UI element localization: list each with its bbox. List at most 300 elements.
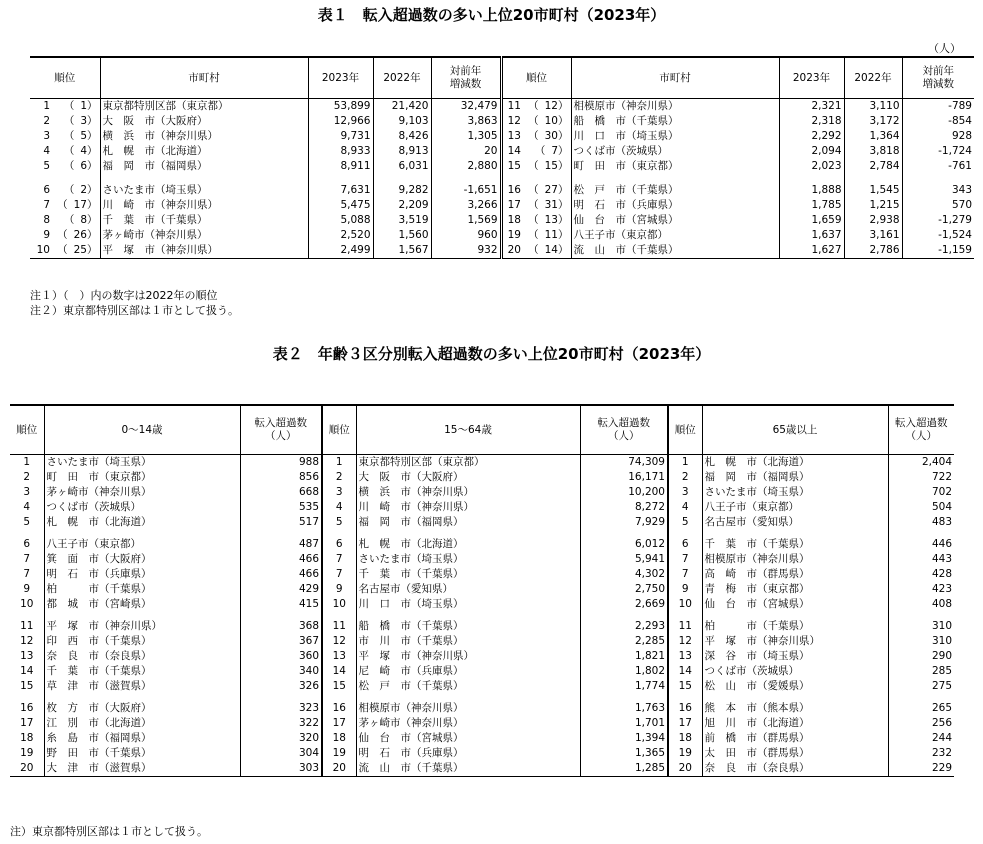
value-2022-cell: 1,560 [373,228,431,243]
diff-cell: -1,159 [902,243,974,259]
value-age-65-plus-cell: 722 [888,470,954,485]
rank-cell: 16 [668,700,702,716]
prev-rank-cell: （ 4） [63,145,98,157]
prev-rank-cell: （ 6） [63,160,98,172]
city-cell: 大 阪 市（大阪府） [100,114,308,129]
rank-cell: 13 [668,649,702,664]
prev-rank-cell: （ 26） [57,229,98,241]
value-2023-cell: 1,888 [779,181,844,198]
city-cell: 八王子市（東京都） [571,228,779,243]
rank-cell: 14 [507,145,521,157]
t1-header-city-r: 市町村 [571,57,779,99]
value-2023-cell: 53,899 [308,99,373,115]
city-cell: 茅ヶ崎市（神奈川県） [100,228,308,243]
rank-cell: 8 [43,214,50,226]
rank-cell: 5 [23,516,31,528]
rank-cell: 15 [507,160,521,172]
value-age-0-14-cell: 415 [240,597,322,618]
rank-cell: 12 [322,634,356,649]
value-2022-cell: 3,161 [844,228,902,243]
city-age-15-64-cell: 尼 崎 市（兵庫県） [356,664,580,679]
city-age-65-plus-cell: 太 田 市（群馬県） [702,746,888,761]
city-age-15-64-cell: 大 阪 市（大阪府） [356,470,580,485]
table-row [30,99,974,115]
rank-cell: 13 [20,650,34,662]
rank-cell: 9 [23,583,31,595]
rank-cell: 6 [668,536,702,552]
value-age-0-14-cell: 326 [240,679,322,700]
city-age-15-64-cell: 市 川 市（千葉県） [356,634,580,649]
value-2023-cell: 2,318 [779,114,844,129]
city-age-0-14-cell: さいたま市（埼玉県） [44,455,240,471]
prev-rank-value: 6 [80,160,87,172]
city-age-65-plus-cell: 松 山 市（愛媛県） [702,679,888,700]
rank-cell: 18 [20,732,34,744]
diff-cell: 928 [902,129,974,144]
table1-note-2: 注２）東京都特別区部は１市として扱う。 [30,304,239,317]
prev-rank-value: 2 [80,184,87,196]
prev-rank-cell: （ 15） [528,160,569,172]
rank-cell: 7 [43,199,50,211]
rank-cell: 9 [43,229,50,241]
rank-cell: 9 [322,582,356,597]
value-2022-cell: 2,209 [373,198,431,213]
rank-cell: 2 [43,115,50,127]
value-age-0-14-cell: 535 [240,500,322,515]
prev-rank-cell: （ 3） [63,115,98,127]
rank-cell: 7 [23,568,31,580]
table-row [10,582,954,597]
diff-cell: 20 [431,144,501,159]
rank-cell: 6 [322,536,356,552]
t1-header-diff-r: 対前年 増減数 [902,57,974,99]
city-cell: 札 幌 市（北海道） [100,144,308,159]
table-row [10,500,954,515]
rank-cell: 15 [20,680,34,692]
t2-header-rank-2: 順位 [322,405,356,455]
prev-rank-value: 17 [73,199,87,211]
city-age-15-64-cell: 横 浜 市（神奈川県） [356,485,580,500]
prev-rank-cell: （ 17） [57,199,98,211]
city-age-15-64-cell: 福 岡 市（福岡県） [356,515,580,536]
prev-rank-cell: （ 8） [63,214,98,226]
table-row [10,515,954,536]
value-2022-cell: 2,938 [844,213,902,228]
table-row [10,746,954,761]
value-age-15-64-cell: 10,200 [580,485,668,500]
t2-header-age-65-plus: 65歳以上 [702,405,888,455]
value-age-65-plus-cell: 443 [888,552,954,567]
rank-cell: 10 [668,597,702,618]
value-age-15-64-cell: 1,802 [580,664,668,679]
table-row [10,664,954,679]
value-age-65-plus-cell: 244 [888,731,954,746]
table-row [10,536,954,552]
value-age-65-plus-cell: 310 [888,634,954,649]
table-row [10,567,954,582]
table-row [30,144,974,159]
rank-cell: 4 [668,500,702,515]
rank-cell: 16 [322,700,356,716]
city-age-15-64-cell: 千 葉 市（千葉県） [356,567,580,582]
city-age-0-14-cell: 奈 良 市（奈良県） [44,649,240,664]
diff-cell: 3,863 [431,114,501,129]
city-cell: 川 口 市（埼玉県） [571,129,779,144]
diff-cell: -761 [902,159,974,181]
value-age-65-plus-cell: 285 [888,664,954,679]
table-row [10,716,954,731]
city-age-15-64-cell: 仙 台 市（宮城県） [356,731,580,746]
value-2023-cell: 9,731 [308,129,373,144]
rank-cell: 7 [23,553,31,565]
city-cell: つくば市（茨城県） [571,144,779,159]
value-age-0-14-cell: 517 [240,515,322,536]
prev-rank-value: 26 [73,229,87,241]
value-2022-cell: 9,103 [373,114,431,129]
diff-cell: 3,266 [431,198,501,213]
table-row [10,455,954,471]
table1-title: 表１ 転入超過数の多い上位20市町村（2023年） [317,6,666,24]
value-2023-cell: 2,520 [308,228,373,243]
table-row [10,597,954,618]
city-age-0-14-cell: 箕 面 市（大阪府） [44,552,240,567]
value-age-0-14-cell: 367 [240,634,322,649]
value-2022-cell: 3,110 [844,99,902,115]
value-2023-cell: 5,475 [308,198,373,213]
value-2023-cell: 1,637 [779,228,844,243]
value-2023-cell: 2,023 [779,159,844,181]
diff-cell: -1,724 [902,144,974,159]
value-age-0-14-cell: 988 [240,455,322,471]
prev-rank-cell: （ 13） [528,214,569,226]
diff-cell: 2,880 [431,159,501,181]
rank-cell: 17 [20,717,34,729]
rank-cell: 11 [668,618,702,634]
prev-rank-value: 15 [544,160,558,172]
value-age-65-plus-cell: 504 [888,500,954,515]
rank-cell: 2 [322,470,356,485]
rank-cell: 17 [322,716,356,731]
city-cell: 仙 台 市（宮城県） [571,213,779,228]
rank-cell: 12 [20,635,34,647]
prev-rank-value: 14 [544,244,558,256]
city-cell: 横 浜 市（神奈川県） [100,129,308,144]
prev-rank-cell: （ 11） [528,229,569,241]
table-row [30,159,974,181]
value-2023-cell: 1,785 [779,198,844,213]
rank-cell: 13 [507,130,521,142]
t1-header-diff: 対前年 増減数 [431,57,501,99]
rank-cell: 20 [668,761,702,777]
rank-cell: 3 [43,130,50,142]
rank-cell: 4 [23,501,31,513]
city-age-65-plus-cell: 平 塚 市（神奈川県） [702,634,888,649]
city-age-0-14-cell: 八王子市（東京都） [44,536,240,552]
city-age-15-64-cell: 名古屋市（愛知県） [356,582,580,597]
prev-rank-cell: （ 27） [528,184,569,196]
t1-header-city: 市町村 [100,57,308,99]
prev-rank-value: 13 [544,214,558,226]
t2-header-age-0-14: 0～14歳 [44,405,240,455]
table2-title: 表２ 年齢３区分別転入超過数の多い上位20市町村（2023年） [272,345,711,363]
rank-cell: 7 [668,567,702,582]
rank-cell: 5 [43,160,50,172]
value-age-65-plus-cell: 446 [888,536,954,552]
value-2022-cell: 1,567 [373,243,431,259]
diff-cell: -789 [902,99,974,115]
prev-rank-value: 8 [80,214,87,226]
prev-rank-cell: （ 14） [528,244,569,256]
rank-cell: 13 [322,649,356,664]
city-age-65-plus-cell: 柏 市（千葉県） [702,618,888,634]
value-age-65-plus-cell: 290 [888,649,954,664]
value-2022-cell: 6,031 [373,159,431,181]
city-age-0-14-cell: 明 石 市（兵庫県） [44,567,240,582]
rank-cell: 16 [20,702,34,714]
value-age-0-14-cell: 466 [240,552,322,567]
value-2022-cell: 3,818 [844,144,902,159]
city-age-65-plus-cell: 深 谷 市（埼玉県） [702,649,888,664]
city-cell: 福 岡 市（福岡県） [100,159,308,181]
value-age-65-plus-cell: 256 [888,716,954,731]
value-age-65-plus-cell: 310 [888,618,954,634]
value-2023-cell: 8,933 [308,144,373,159]
city-age-65-plus-cell: 熊 本 市（熊本県） [702,700,888,716]
value-2022-cell: 3,172 [844,114,902,129]
value-age-15-64-cell: 2,669 [580,597,668,618]
rank-cell: 1 [668,455,702,471]
city-age-0-14-cell: 江 別 市（北海道） [44,716,240,731]
table-row [10,470,954,485]
table-row [30,243,974,259]
prev-rank-value: 12 [544,100,558,112]
value-age-15-64-cell: 5,941 [580,552,668,567]
value-age-0-14-cell: 340 [240,664,322,679]
city-age-65-plus-cell: 仙 台 市（宮城県） [702,597,888,618]
city-cell: 町 田 市（東京都） [571,159,779,181]
value-age-0-14-cell: 360 [240,649,322,664]
rank-cell: 4 [43,145,50,157]
rank-cell: 10 [36,244,50,256]
diff-cell: 960 [431,228,501,243]
city-age-0-14-cell: 印 西 市（千葉県） [44,634,240,649]
city-age-65-plus-cell: 前 橋 市（群馬県） [702,731,888,746]
value-age-15-64-cell: 2,285 [580,634,668,649]
prev-rank-cell: （ 31） [528,199,569,211]
table-row [10,679,954,700]
t2-header-rank-1: 順位 [10,405,44,455]
table-row [30,198,974,213]
city-age-0-14-cell: 都 城 市（宮崎県） [44,597,240,618]
city-age-15-64-cell: 川 口 市（埼玉県） [356,597,580,618]
value-2023-cell: 1,627 [779,243,844,259]
value-2022-cell: 8,426 [373,129,431,144]
city-age-0-14-cell: 枚 方 市（大阪府） [44,700,240,716]
t2-header-value-2: 転入超過数 （人） [580,405,668,455]
value-age-15-64-cell: 1,774 [580,679,668,700]
value-2023-cell: 2,292 [779,129,844,144]
prev-rank-cell: （ 2） [63,184,98,196]
rank-cell: 3 [23,486,31,498]
rank-cell: 5 [322,515,356,536]
rank-cell: 2 [668,470,702,485]
rank-cell: 19 [20,747,34,759]
table-row [30,114,974,129]
rank-cell: 20 [322,761,356,777]
rank-cell: 14 [20,665,34,677]
t1-header-2022: 2022年 [373,57,431,99]
table-row [10,552,954,567]
city-age-65-plus-cell: 高 崎 市（群馬県） [702,567,888,582]
prev-rank-value: 10 [544,115,558,127]
value-age-65-plus-cell: 702 [888,485,954,500]
city-age-65-plus-cell: 旭 川 市（北海道） [702,716,888,731]
diff-cell: 343 [902,181,974,198]
value-age-15-64-cell: 16,171 [580,470,668,485]
diff-cell: -1,279 [902,213,974,228]
diff-cell: 1,305 [431,129,501,144]
city-cell: 相模原市（神奈川県） [571,99,779,115]
rank-cell: 12 [668,634,702,649]
city-age-0-14-cell: 平 塚 市（神奈川県） [44,618,240,634]
value-age-0-14-cell: 429 [240,582,322,597]
rank-cell: 18 [507,214,521,226]
city-age-65-plus-cell: つくば市（茨城県） [702,664,888,679]
table1-note-1: 注１）（ ）内の数字は2022年の順位 [30,289,218,302]
city-age-15-64-cell: 松 戸 市（千葉県） [356,679,580,700]
value-age-15-64-cell: 7,929 [580,515,668,536]
value-age-65-plus-cell: 229 [888,761,954,777]
value-age-0-14-cell: 668 [240,485,322,500]
rank-cell: 7 [322,567,356,582]
prev-rank-value: 5 [80,130,87,142]
t2-header-rank-3: 順位 [668,405,702,455]
city-age-65-plus-cell: さいたま市（埼玉県） [702,485,888,500]
city-age-65-plus-cell: 福 岡 市（福岡県） [702,470,888,485]
rank-cell: 7 [668,552,702,567]
city-age-15-64-cell: 船 橋 市（千葉県） [356,618,580,634]
city-age-0-14-cell: 柏 市（千葉県） [44,582,240,597]
city-age-0-14-cell: 町 田 市（東京都） [44,470,240,485]
prev-rank-value: 27 [544,184,558,196]
t2-header-value-1: 転入超過数 （人） [240,405,322,455]
rank-cell: 19 [507,229,521,241]
table-row [30,213,974,228]
value-2023-cell: 1,659 [779,213,844,228]
t1-header-2023-r: 2023年 [779,57,844,99]
value-age-65-plus-cell: 232 [888,746,954,761]
value-2022-cell: 1,364 [844,129,902,144]
value-age-65-plus-cell: 423 [888,582,954,597]
value-age-0-14-cell: 320 [240,731,322,746]
prev-rank-cell: （ 12） [528,100,569,112]
t1-header-rank: 順位 [30,57,100,99]
city-age-15-64-cell: 平 塚 市（神奈川県） [356,649,580,664]
city-age-15-64-cell: 札 幌 市（北海道） [356,536,580,552]
prev-rank-value: 1 [80,100,87,112]
t1-header-2023: 2023年 [308,57,373,99]
value-2023-cell: 7,631 [308,181,373,198]
value-age-65-plus-cell: 483 [888,515,954,536]
value-2022-cell: 3,519 [373,213,431,228]
value-age-65-plus-cell: 2,404 [888,455,954,471]
prev-rank-cell: （ 10） [528,115,569,127]
city-age-0-14-cell: 糸 島 市（福岡県） [44,731,240,746]
city-age-0-14-cell: 千 葉 市（千葉県） [44,664,240,679]
rank-cell: 7 [322,552,356,567]
value-2022-cell: 9,282 [373,181,431,198]
prev-rank-value: 3 [80,115,87,127]
city-age-65-plus-cell: 青 梅 市（東京都） [702,582,888,597]
city-age-15-64-cell: 東京都特別区部（東京都） [356,455,580,471]
value-age-15-64-cell: 1,821 [580,649,668,664]
rank-cell: 11 [20,620,34,632]
prev-rank-value: 31 [544,199,558,211]
prev-rank-value: 25 [73,244,87,256]
value-age-65-plus-cell: 265 [888,700,954,716]
city-age-15-64-cell: 茅ヶ崎市（神奈川県） [356,716,580,731]
prev-rank-value: 4 [80,145,87,157]
t2-header-value-3: 転入超過数 （人） [888,405,954,455]
city-age-0-14-cell: 大 津 市（滋賀県） [44,761,240,777]
diff-cell: 32,479 [431,99,501,115]
value-2023-cell: 2,499 [308,243,373,259]
value-2022-cell: 2,784 [844,159,902,181]
value-2022-cell: 1,215 [844,198,902,213]
city-cell: 船 橋 市（千葉県） [571,114,779,129]
value-2023-cell: 2,094 [779,144,844,159]
rank-cell: 16 [507,184,521,196]
city-cell: さいたま市（埼玉県） [100,181,308,198]
rank-cell: 19 [322,746,356,761]
value-2023-cell: 12,966 [308,114,373,129]
city-age-65-plus-cell: 八王子市（東京都） [702,500,888,515]
table2-note: 注）東京都特別区部は１市として扱う。 [10,825,208,838]
t1-header-rank-r: 順位 [501,57,571,99]
diff-cell: 1,569 [431,213,501,228]
city-age-15-64-cell: 明 石 市（兵庫県） [356,746,580,761]
value-age-15-64-cell: 1,763 [580,700,668,716]
city-age-0-14-cell: 茅ヶ崎市（神奈川県） [44,485,240,500]
rank-cell: 11 [507,100,521,112]
value-age-0-14-cell: 466 [240,567,322,582]
value-age-15-64-cell: 8,272 [580,500,668,515]
table1-unit: （人） [928,42,961,55]
rank-cell: 15 [322,679,356,700]
value-age-15-64-cell: 1,701 [580,716,668,731]
city-age-65-plus-cell: 奈 良 市（奈良県） [702,761,888,777]
city-age-15-64-cell: さいたま市（埼玉県） [356,552,580,567]
city-cell: 平 塚 市（神奈川県） [100,243,308,259]
rank-cell: 14 [668,664,702,679]
rank-cell: 2 [23,471,31,483]
table-row [30,181,974,198]
city-age-65-plus-cell: 千 葉 市（千葉県） [702,536,888,552]
rank-cell: 18 [322,731,356,746]
value-age-15-64-cell: 2,293 [580,618,668,634]
value-2022-cell: 21,420 [373,99,431,115]
rank-cell: 20 [507,244,521,256]
prev-rank-cell: （ 1） [63,100,98,112]
prev-rank-value: 11 [544,229,558,241]
diff-cell: 570 [902,198,974,213]
rank-cell: 1 [43,100,50,112]
table-row [10,634,954,649]
prev-rank-cell: （ 25） [57,244,98,256]
value-age-15-64-cell: 2,750 [580,582,668,597]
t2-header-age-15-64: 15～64歳 [356,405,580,455]
rank-cell: 19 [668,746,702,761]
